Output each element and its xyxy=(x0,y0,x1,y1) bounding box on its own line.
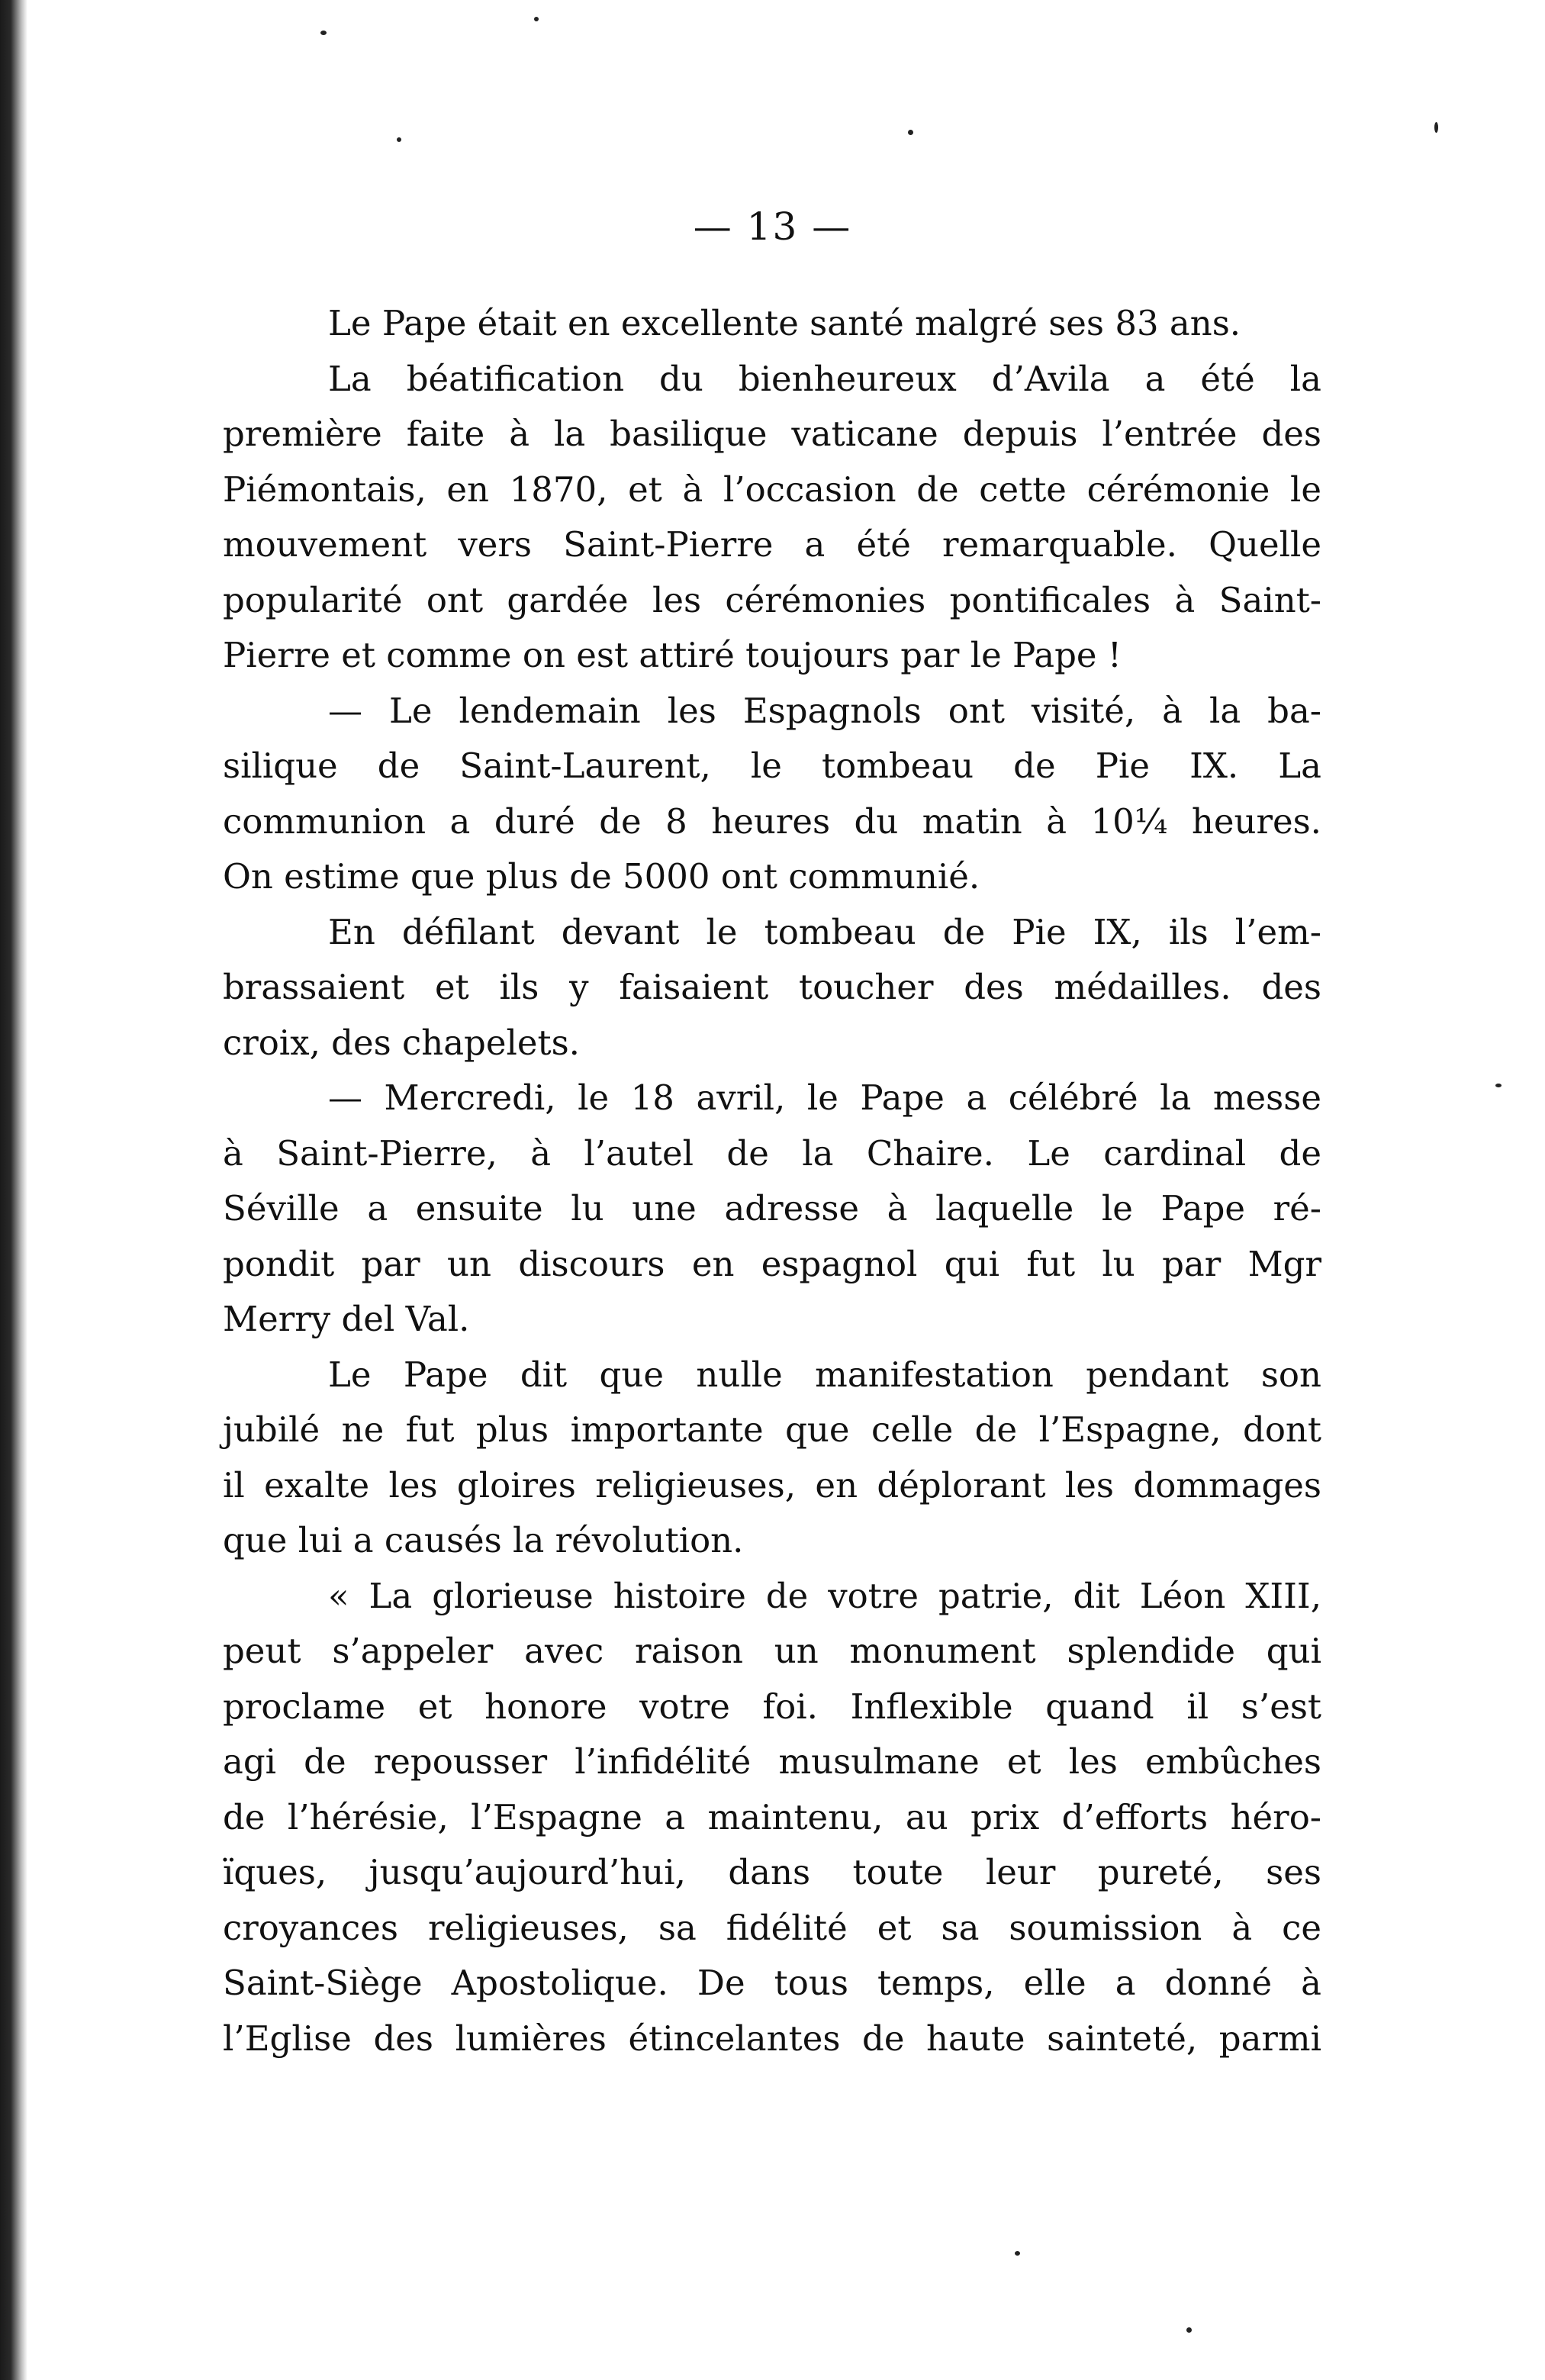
text-line: il exalte les gloires religieuses, en déplorant les dommages xyxy=(223,1464,1321,1506)
text-line: ïques, jusqu’aujourd’hui, dans toute leur pureté, ses xyxy=(223,1852,1321,1892)
text-line: popularité ont gardée les cérémonies pontificales à Saint- xyxy=(223,579,1321,620)
scan-speck xyxy=(1186,2327,1192,2333)
text-line: jubilé ne fut plus importante que celle de l’Espagne, dont xyxy=(223,1409,1321,1450)
body-text xyxy=(223,296,1321,2066)
scan-speck xyxy=(1015,2251,1020,2256)
text-line: On estime que plus de 5000 ont communié. xyxy=(223,856,980,897)
text-line: à Saint-Pierre, à l’autel de la Chaire. Le cardinal de xyxy=(223,1132,1321,1174)
text-line: communion a duré de 8 heures du matin à 10¼ heures. xyxy=(223,800,1321,842)
scan-speck xyxy=(320,31,327,35)
page-number: — 13 — xyxy=(693,205,852,249)
text-line: La béatification du bienheureux d’Avila a été la xyxy=(328,358,1321,399)
text-line: Merry del Val. xyxy=(223,1299,470,1339)
text-line: Saint-Siège Apostolique. De tous temps, elle a donné à xyxy=(223,1963,1321,2003)
text-line: Séville a ensuite lu une adresse à laquelle le Pape ré- xyxy=(223,1188,1321,1229)
text-line: Pierre et comme on est attiré toujours par le Pape ! xyxy=(223,635,1122,675)
text-line: Le Pape était en excellente santé malgré ses 83 ans. xyxy=(328,303,1241,343)
text-line: pondit par un discours en espagnol qui fut lu par Mgr xyxy=(223,1243,1321,1284)
scan-speck xyxy=(1434,122,1438,133)
scan-speck xyxy=(397,137,401,142)
text-line: En défilant devant le tombeau de Pie IX, ils l’em- xyxy=(328,911,1321,952)
text-line: peut s’appeler avec raison un monument splendide qui xyxy=(223,1631,1321,1671)
text-line: mouvement vers Saint-Pierre a été remarquable. Quelle xyxy=(223,524,1321,565)
text-line: première faite à la basilique vaticane depuis l’entrée des xyxy=(223,414,1321,454)
scan-speck xyxy=(908,130,913,135)
scan-speck xyxy=(534,17,539,21)
text-line: silique de Saint-Laurent, le tombeau de Pie IX. La xyxy=(223,746,1321,786)
text-line: agi de repousser l’infidélité musulmane et les embûches xyxy=(223,1741,1321,1782)
text-line: de l’hérésie, l’Espagne a maintenu, au prix d’efforts héro- xyxy=(223,1796,1321,1837)
scan-binding-edge xyxy=(0,0,27,2380)
text-line: brassaient et ils y faisaient toucher des médailles. des xyxy=(223,967,1321,1007)
text-line: proclame et honore votre foi. Inflexible quand il s’est xyxy=(223,1686,1321,1727)
text-line: — Le lendemain les Espagnols ont visité, à la ba- xyxy=(328,690,1321,731)
text-line: l’Eglise des lumières étincelantes de haute sainteté, parmi xyxy=(223,2018,1321,2059)
scan-speck xyxy=(1495,1084,1502,1087)
text-line: que lui a causés la révolution. xyxy=(223,1520,744,1560)
text-line: croyances religieuses, sa fidélité et sa soumission à ce xyxy=(223,1907,1321,1948)
text-line: Piémontais, en 1870, et à l’occasion de cette cérémonie le xyxy=(223,469,1321,510)
text-line: Le Pape dit que nulle manifestation pendant son xyxy=(328,1354,1321,1395)
text-line: — Mercredi, le 18 avril, le Pape a célébré la messe xyxy=(328,1077,1321,1118)
text-line: croix, des chapelets. xyxy=(223,1022,580,1063)
text-line: « La glorieuse histoire de votre patrie, dit Léon XIII, xyxy=(328,1575,1321,1616)
